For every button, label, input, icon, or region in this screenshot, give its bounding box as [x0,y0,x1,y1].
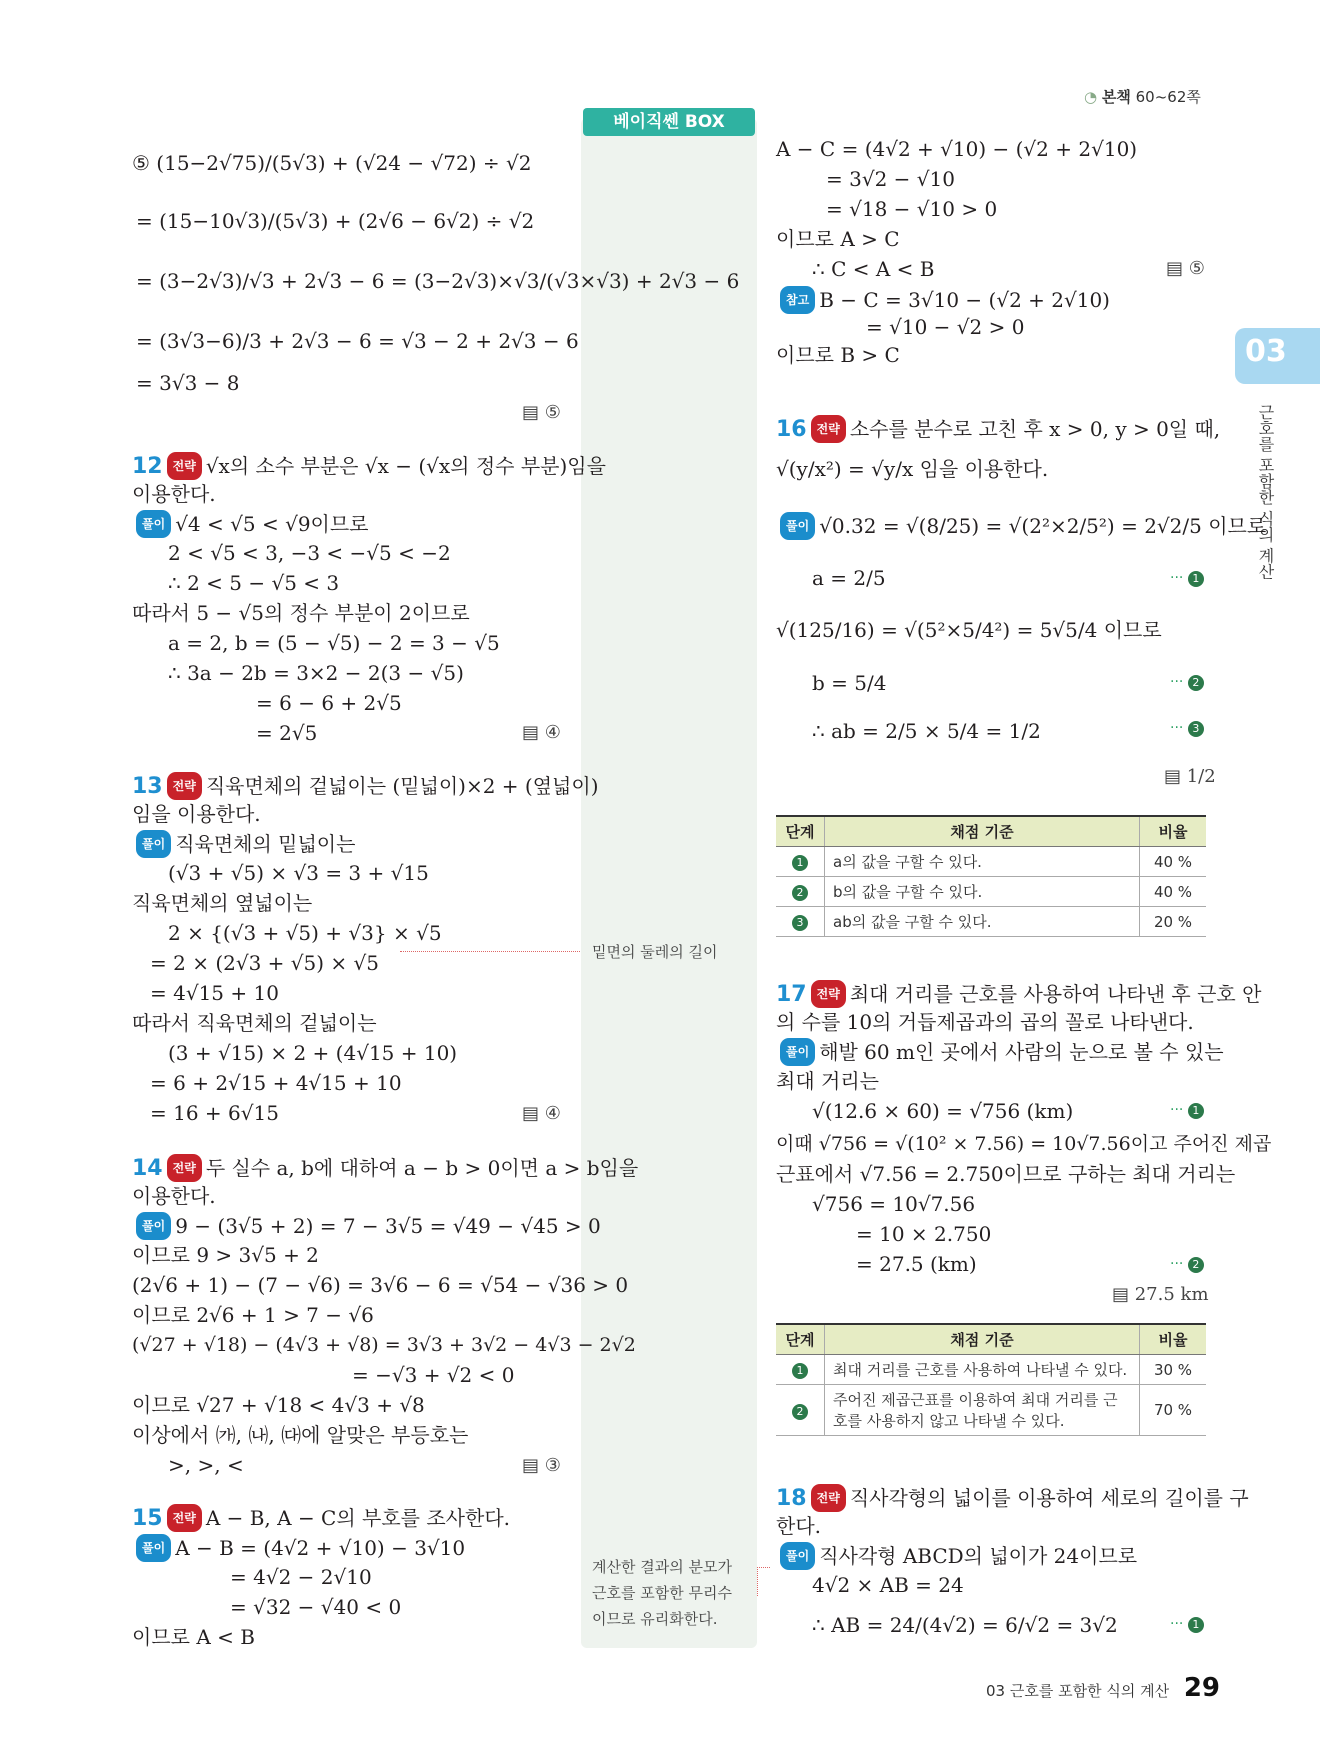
p12-strategy-2: 이용한다. [132,482,216,506]
p17-line: 최대 거리는 [776,1069,879,1093]
p11-line: = (3√3−6)/3 + 2√3 − 6 = √3 − 2 + 2√3 − 6 [136,329,579,353]
p15-number: 15 [132,1506,163,1531]
p12-line: 2 < √5 < 3, −3 < −√5 < −2 [168,541,451,565]
p13-line: 직육면체의 밑넓이는 [175,832,356,856]
scoring-table-17 [776,1323,1206,1436]
basic-box-column [581,118,757,1648]
reference-tag: 참고 [780,286,815,314]
p11-line: = (15−10√3)/(5√3) + (2√6 − 6√2) ÷ √2 [136,209,535,233]
table-cell: ab의 값을 구할 수 있다. [825,907,1140,937]
p18-head [776,1484,1249,1512]
p18-strategy: 직사각형의 넓이를 이용하여 세로의 길이를 구 [849,1486,1249,1510]
p13-line: (√3 + √5) × √3 = 3 + √15 [168,861,429,885]
p18-line: ∴ AB = 24/(4√2) = 6/√2 = 3√2 [812,1613,1118,1637]
p13-sol-line [132,830,355,858]
p15-line: = √32 − √40 < 0 [230,1595,402,1619]
step-marker-2: ··· 2 [1170,1256,1204,1273]
strategy-tag: 전략 [167,1154,202,1182]
p13-line: 따라서 직육면체의 겉넓이는 [132,1011,377,1035]
p12-strategy: √x의 소수 부분은 √x − (√x의 정수 부분)임을 [205,454,606,478]
table-row [776,877,1206,907]
p14-line: (√27 + √18) − (4√3 + √8) = 3√3 + 3√2 − 4√3 − 2√2 [132,1334,636,1356]
p15-answer-value: ⑤ [1188,258,1205,279]
p15c-line: ∴ C < A < B [812,257,935,281]
p15c-line: 이므로 B > C [776,343,900,367]
p16-answer-value: 1/2 [1186,766,1216,787]
p11-answer [522,402,561,423]
p16-line: √0.32 = √(8/25) = √(2²×2/5²) = 2√2/5 이므로 [819,514,1267,538]
step-icon: 2 [792,885,808,901]
p17-head [776,980,1261,1008]
step-marker-1: ··· 1 [1170,1102,1204,1119]
p12-answer [522,722,561,743]
p16-line: ∴ ab = 2/5 × 5/4 = 1/2 [812,719,1041,743]
p17-answer-value: 27.5 km [1134,1284,1209,1305]
p12-line: 따라서 5 − √5의 정수 부분이 2이므로 [132,601,470,625]
step-icon: 2 [1188,1257,1204,1273]
p12-line: = 2√5 [256,721,318,745]
p15-line: = 4√2 − 2√10 [230,1565,372,1589]
table-cell: 30 % [1140,1355,1207,1385]
page-number: 29 [1183,1673,1221,1703]
p13-line: (3 + √15) × 2 + (4√15 + 10) [168,1041,458,1065]
table-cell: 40 % [1140,877,1207,907]
table-header: 비율 [1140,1324,1207,1355]
p12-sol-line [132,510,369,538]
table-header: 채점 기준 [825,816,1140,847]
p18-line: 4√2 × AB = 24 [812,1573,964,1597]
table-row [776,1385,1206,1436]
solution-tag: 풀이 [780,512,815,540]
p11-line: ⑤ (15−2√75)/(5√3) + (√24 − √72) ÷ √2 [132,151,532,175]
p14-line: 이상에서 ㈎, ㈏, ㈐에 알맞은 부등호는 [132,1423,469,1447]
basic-box-title: 베이직쎈 BOX [583,108,755,136]
p12-number: 12 [132,454,163,479]
p13-line: 직육면체의 옆넓이는 [132,891,313,915]
p15-line: A − B = (4√2 + √10) − 3√10 [175,1536,466,1560]
table-cell: b의 값을 구할 수 있다. [825,877,1140,907]
table-header: 단계 [776,816,825,847]
answer-icon: ▤ [522,402,545,423]
p16-head [776,415,1220,443]
solution-tag: 풀이 [780,1038,815,1066]
p14-answer [522,1455,561,1476]
p13-answer [522,1103,561,1124]
p17-line: 해발 60 m인 곳에서 사람의 눈으로 볼 수 있는 [819,1040,1224,1064]
p17-line: 이때 √756 = √(10² × 7.56) = 10√7.56이고 주어진 제곱 [776,1133,1272,1155]
p15-head [132,1504,510,1532]
chapter-tab-title: 근호를 포함한 식의 계산 [1256,404,1275,580]
p18-sol-line [776,1542,1137,1570]
p17-line: = 10 × 2.750 [856,1222,992,1246]
table-row [776,1355,1206,1385]
solution-tag: 풀이 [136,830,171,858]
p14-line: 이므로 2√6 + 1 > 7 − √6 [132,1303,374,1327]
table-row [776,847,1206,877]
solution-tag: 풀이 [136,1212,171,1240]
step-icon: 1 [1188,1103,1204,1119]
answer-icon: ▤ [1166,258,1189,279]
p13-line: = 6 + 2√15 + 4√15 + 10 [150,1071,402,1095]
p16-strategy-2: √(y/x²) = √y/x 임을 이용한다. [776,457,1049,481]
p15-sol-line [132,1534,465,1562]
p12-head [132,452,606,480]
p12-line: ∴ 2 < 5 − √5 < 3 [168,571,340,595]
box-note-line: 이므로 유리화한다. [592,1610,718,1628]
step-icon: 1 [792,1363,808,1379]
table-header: 채점 기준 [825,1324,1140,1355]
p15c-line: 이므로 A > C [776,227,900,251]
box-note-perimeter: 밑면의 둘레의 길이 [592,943,718,961]
p16-number: 16 [776,417,807,442]
p12-answer-value: ④ [544,722,561,743]
note-dotline-2 [757,1567,770,1596]
answer-icon: ▤ [522,1455,545,1476]
answer-icon: ▤ [522,1103,545,1124]
answer-icon: ▤ [522,722,545,743]
step-icon: 1 [1188,571,1204,587]
p14-line: 이므로 9 > 3√5 + 2 [132,1243,319,1267]
p12-line: = 6 − 6 + 2√5 [256,691,402,715]
strategy-tag: 전략 [811,1484,846,1512]
chapter-tab[interactable] [1235,328,1320,384]
step-icon: 3 [1188,721,1204,737]
table-cell: a의 값을 구할 수 있다. [825,847,1140,877]
box-note-line: 근호를 포함한 무리수 [592,1584,732,1602]
step-marker-1: ··· 1 [1170,570,1204,587]
p17-answer [1112,1284,1209,1305]
footer-chapter: 03 근호를 포함한 식의 계산 [986,1682,1170,1700]
step-icon: 1 [1188,1617,1204,1633]
p15c-ref-line [776,286,1110,314]
p14-line: 이므로 √27 + √18 < 4√3 + √8 [132,1393,425,1417]
p16-line: √(125/16) = √(5²×5/4²) = 5√5/4 이므로 [776,618,1162,642]
p14-line: >, >, < [168,1453,244,1477]
p14-strategy-2: 이용한다. [132,1184,216,1208]
table-cell: 20 % [1140,907,1207,937]
p15-line: 이므로 A < B [132,1625,255,1649]
p13-line: = 4√15 + 10 [150,981,279,1005]
step-marker-3: ··· 3 [1170,720,1204,737]
step-icon: 2 [792,1404,808,1420]
p14-head [132,1154,638,1182]
p17-line: √756 = 10√7.56 [812,1192,976,1216]
p12-line: a = 2, b = (5 − √5) − 2 = 3 − √5 [168,631,500,655]
p16-line: b = 5/4 [812,671,887,695]
table-row [776,907,1206,937]
table-cell: 최대 거리를 근호를 사용하여 나타낼 수 있다. [825,1355,1140,1385]
p14-number: 14 [132,1156,163,1181]
table-header: 단계 [776,1324,825,1355]
p13-answer-value: ④ [544,1103,561,1124]
p14-line: (2√6 + 1) − (7 − √6) = 3√6 − 6 = √54 − √36 > 0 [132,1273,629,1297]
note-dotline-1 [400,951,580,952]
table-cell: 40 % [1140,847,1207,877]
p17-strategy-2: 의 수를 10의 거듭제곱과의 곱의 꼴로 나타낸다. [776,1010,1194,1034]
table-cell: 주어진 제곱근표를 이용하여 최대 거리를 근호를 사용하지 않고 나타낼 수 있다. [825,1385,1140,1436]
p14-line: 9 − (3√5 + 2) = 7 − 3√5 = √49 − √45 > 0 [175,1214,601,1238]
strategy-tag: 전략 [167,1504,202,1532]
p15-answer [1166,258,1205,279]
p17-line: = 27.5 (km) [856,1252,977,1276]
p17-number: 17 [776,982,807,1007]
p11-line: = (3−2√3)/√3 + 2√3 − 6 = (3−2√3)×√3/(√3×√3) + 2√3 − 6 [136,269,740,293]
p16-answer [1164,766,1216,787]
p16-line: a = 2/5 [812,566,886,590]
p13-line: = 2 × (2√3 + √5) × √5 [150,951,379,975]
step-marker-1: ··· 1 [1170,1616,1204,1633]
step-icon: 2 [1188,675,1204,691]
p12-line: √4 < √5 < √9이므로 [175,512,369,536]
table-cell: 70 % [1140,1385,1207,1436]
p13-strategy-2: 임을 이용한다. [132,802,261,826]
p17-sol-line [776,1038,1224,1066]
step-icon: 3 [792,915,808,931]
solution-tag: 풀이 [780,1542,815,1570]
p11-line: = 3√3 − 8 [136,371,240,395]
p15c-line: = √10 − √2 > 0 [866,315,1025,339]
ref-icon: ◔ [1084,88,1098,106]
box-note-rationalize [592,1554,732,1632]
p14-strategy: 두 실수 a, b에 대하여 a − b > 0이면 a > b임을 [205,1156,639,1180]
p16-sol-line [776,512,1266,540]
answer-icon: ▤ [1164,766,1187,787]
step-marker-2: ··· 2 [1170,674,1204,691]
p17-strategy: 최대 거리를 근호를 사용하여 나타낸 후 근호 안 [849,982,1262,1006]
p18-number: 18 [776,1486,807,1511]
p14-answer-value: ③ [544,1455,561,1476]
p13-number: 13 [132,774,163,799]
strategy-tag: 전략 [811,980,846,1008]
scoring-table-16 [776,815,1206,937]
ref-pages: 60~62쪽 [1135,88,1201,106]
p17-line: √(12.6 × 60) = √756 (km) [812,1099,1074,1123]
solution-tag: 풀이 [136,1534,171,1562]
table-header-row [776,1324,1206,1355]
p14-line: = −√3 + √2 < 0 [352,1363,515,1387]
solution-tag: 풀이 [136,510,171,538]
table-header: 비율 [1140,816,1207,847]
p13-line: 2 × {(√3 + √5) + √3} × √5 [168,921,442,945]
page-footer [986,1673,1220,1703]
p18-line: 직사각형 ABCD의 넓이가 24이므로 [819,1544,1138,1568]
strategy-tag: 전략 [167,452,202,480]
p13-strategy: 직육면체의 겉넓이는 (밑넓이)×2 + (옆넓이) [205,774,599,798]
p15-strategy: A − B, A − C의 부호를 조사한다. [205,1506,510,1530]
ref-label: 본책 [1101,88,1131,106]
p15c-line: B − C = 3√10 − (√2 + 2√10) [819,288,1110,312]
chapter-tab-number: 03 [1245,334,1287,369]
strategy-tag: 전략 [167,772,202,800]
p15c-line: = 3√2 − √10 [826,167,955,191]
table-header-row [776,816,1206,847]
p15c-line: A − C = (4√2 + √10) − (√2 + 2√10) [776,137,1138,161]
step-icon: 1 [792,855,808,871]
box-note-line: 계산한 결과의 분모가 [592,1558,732,1576]
p15c-line: = √18 − √10 > 0 [826,197,998,221]
p18-strategy-2: 한다. [776,1514,821,1538]
p12-line: ∴ 3a − 2b = 3×2 − 2(3 − √5) [168,661,464,685]
strategy-tag: 전략 [811,415,846,443]
answer-icon: ▤ [1112,1284,1135,1305]
p13-head [132,772,599,800]
p11-answer-value: ⑤ [544,402,561,423]
page-ref [1084,86,1201,107]
p14-sol-line [132,1212,601,1240]
p17-line: 근표에서 √7.56 = 2.750이므로 구하는 최대 거리는 [776,1162,1236,1186]
p13-line: = 16 + 6√15 [150,1101,279,1125]
p16-strategy: 소수를 분수로 고친 후 x > 0, y > 0일 때, [849,417,1221,441]
